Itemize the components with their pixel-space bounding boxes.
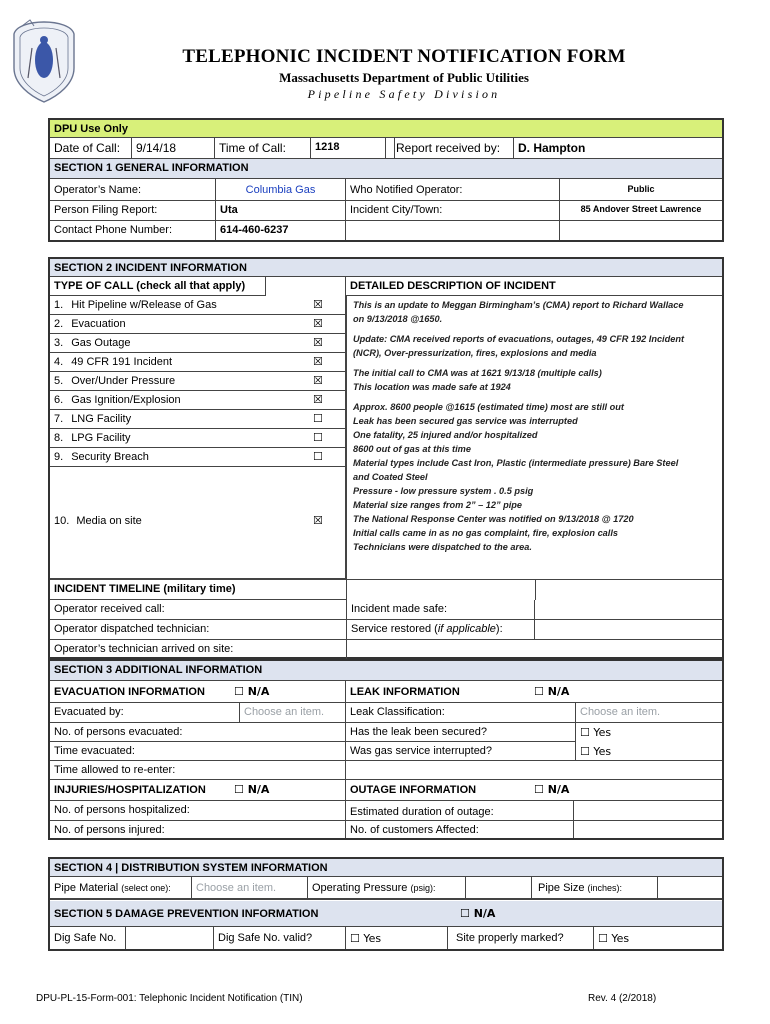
- type-checkbox[interactable]: ☐: [313, 431, 323, 444]
- description-line: Leak has been secured gas service was interrupted: [353, 416, 578, 426]
- description-line: (NCR), Over-pressurization, fires, explosions and media: [353, 348, 597, 358]
- agency-name: Massachusetts Department of Public Utilities: [279, 70, 529, 85]
- report-received-label: Report received by:: [392, 138, 514, 159]
- hospitalized-label: No. of persons hospitalized:: [50, 801, 346, 821]
- pipe-size-label: Pipe Size (inches):: [532, 877, 658, 899]
- description-line: Pressure - low pressure system . 0.5 psig: [353, 486, 534, 496]
- type-list-item: [50, 429, 346, 448]
- description-line: Material size ranges from 2” – 12” pipe: [353, 500, 523, 510]
- section1-heading: SECTION 1 GENERAL INFORMATION: [50, 159, 722, 179]
- description-line: Initial calls came in as no gas complaint, fire, explosion calls: [353, 528, 618, 538]
- service-restored-value[interactable]: [535, 620, 722, 640]
- revision-footer: Rev. 4 (2/2018): [588, 993, 657, 1004]
- leak-classification-select[interactable]: Choose an item.: [576, 703, 722, 723]
- digsafe-valid-yes-checkbox[interactable]: ☐ Yes: [346, 927, 448, 949]
- description-heading: DETAILED DESCRIPTION OF INCIDENT: [346, 277, 722, 296]
- digsafe-valid-label: Dig Safe No. valid?: [214, 927, 346, 949]
- description-line: One fatality, 25 injured and/or hospitalized: [353, 430, 538, 440]
- type-checkbox[interactable]: ☒: [313, 317, 323, 330]
- type-list-item: [50, 334, 346, 353]
- timeline-heading: INCIDENT TIMELINE (military time): [50, 580, 346, 600]
- type-number: 6.: [54, 394, 64, 406]
- pipe-size-value[interactable]: [658, 877, 722, 899]
- type-list-item: [50, 391, 346, 410]
- contact-blank-2: [560, 221, 722, 240]
- pipe-material-select[interactable]: Choose an item.: [192, 877, 308, 899]
- type-label: 49 CFR 191 Incident: [71, 356, 173, 368]
- section2-box: [48, 257, 724, 659]
- description-line: on 9/13/2018 @1650.: [353, 314, 443, 324]
- description-line: and Coated Steel: [353, 472, 428, 482]
- digsafe-no-label: Dig Safe No.: [50, 927, 126, 949]
- site-marked-yes-checkbox[interactable]: ☐ Yes: [598, 932, 630, 945]
- type-checkbox[interactable]: ☒: [313, 374, 323, 387]
- digsafe-no-value[interactable]: [126, 927, 214, 949]
- time-of-call-value[interactable]: 1218: [311, 138, 386, 159]
- description-line: 8600 out of gas at this time: [353, 444, 471, 454]
- evacuated-by-select[interactable]: Choose an item.: [240, 703, 346, 723]
- form-id-footer: DPU-PL-15-Form-001: Telephonic Incident Notification (TIN): [36, 993, 303, 1004]
- leak-classification-label: Leak Classification:: [346, 703, 576, 723]
- type-label: LNG Facility: [71, 413, 132, 425]
- leak-secured-label: Has the leak been secured?: [346, 723, 576, 742]
- evacuated-by-label: Evacuated by:: [50, 703, 240, 723]
- type-number: 8.: [54, 432, 64, 444]
- num-evacuated-label: No. of persons evacuated:: [50, 723, 346, 742]
- timeline-upper-divider: [535, 580, 536, 600]
- type-checkbox[interactable]: ☒: [313, 298, 323, 311]
- section5-top-rule: [50, 899, 722, 900]
- dispatched-label: Operator dispatched technician:: [50, 620, 346, 640]
- description-line: Approx. 8600 people @1615 (estimated time) most are still out: [353, 402, 624, 412]
- type-list-item: [50, 448, 346, 467]
- date-of-call-label: Date of Call:: [50, 138, 132, 159]
- reenter-blank: [346, 761, 722, 780]
- description-line: Update: CMA received reports of evacuations, outages, 49 CFR 192 Incident: [353, 334, 685, 344]
- operator-received-label: Operator received call:: [50, 600, 346, 620]
- type-label: Security Breach: [71, 451, 149, 463]
- outage-duration-label: Estimated duration of outage:: [346, 801, 574, 821]
- timeline-blank: [347, 640, 722, 659]
- who-notified-value[interactable]: Public: [560, 179, 722, 201]
- type-heading-spacer: [266, 277, 346, 296]
- form-title: TELEPHONIC INCIDENT NOTIFICATION FORM: [182, 46, 626, 67]
- description-line: Technicians were dispatched to the area.: [353, 542, 532, 552]
- customers-affected-value[interactable]: [574, 821, 722, 838]
- dpu-section1-box: [48, 118, 724, 242]
- incident-city-label: Incident City/Town:: [346, 201, 560, 221]
- media-checkbox[interactable]: ☒: [313, 514, 323, 527]
- type-number: 9.: [54, 451, 64, 463]
- operating-pressure-label: Operating Pressure (psig):: [308, 877, 466, 899]
- reenter-label: Time allowed to re-enter:: [50, 761, 346, 780]
- incident-safe-label: Incident made safe:: [347, 600, 535, 620]
- type-label: Hit Pipeline w/Release of Gas: [71, 299, 217, 311]
- section3-box: [48, 659, 724, 840]
- leak-secured-yes-checkbox[interactable]: ☐ Yes: [580, 726, 612, 739]
- damage-prevention-na-checkbox[interactable]: ☐ N/A: [460, 907, 496, 920]
- customers-affected-label: No. of customers Affected:: [346, 821, 574, 838]
- service-restored-label: Service restored (if applicable):: [347, 620, 535, 640]
- description-line: This location was made safe at 1924: [353, 382, 511, 392]
- pipe-material-label: Pipe Material (select one):: [50, 877, 192, 899]
- incident-city-value[interactable]: 85 Andover Street Lawrence: [560, 201, 722, 221]
- person-filing-label: Person Filing Report:: [50, 201, 216, 221]
- section4-heading: SECTION 4 | DISTRIBUTION SYSTEM INFORMATION: [50, 859, 722, 877]
- type-label: Evacuation: [71, 318, 126, 330]
- time-evacuated-label: Time evacuated:: [50, 742, 346, 761]
- section5-heading: SECTION 5 DAMAGE PREVENTION INFORMATION ☐ N/A: [50, 901, 722, 927]
- incident-description[interactable]: [347, 296, 721, 579]
- who-notified-label: Who Notified Operator:: [346, 179, 560, 201]
- contact-blank-1: [346, 221, 560, 240]
- operator-name-label: Operator’s Name:: [50, 179, 216, 201]
- evacuation-na-checkbox[interactable]: ☐ N/A: [234, 685, 270, 698]
- type-number: 5.: [54, 375, 64, 387]
- type-list-item: [50, 296, 346, 315]
- evacuation-heading: EVACUATION INFORMATION ☐ N/A: [50, 681, 346, 703]
- type-checkbox[interactable]: ☐: [313, 412, 323, 425]
- contact-phone-value[interactable]: 614-460-6237: [216, 221, 346, 240]
- operator-name-value[interactable]: Columbia Gas: [216, 179, 346, 201]
- injuries-na-checkbox[interactable]: ☐ N/A: [234, 783, 270, 796]
- type-list-item-media: [50, 467, 346, 579]
- type-checkbox[interactable]: ☒: [313, 393, 323, 406]
- person-filing-value[interactable]: Uta: [216, 201, 346, 221]
- type-number: 7.: [54, 413, 64, 425]
- type-number: 4.: [54, 356, 64, 368]
- dpu-use-heading: DPU Use Only: [50, 120, 722, 138]
- gas-interrupted-label: Was gas service interrupted?: [346, 742, 576, 761]
- injuries-heading: INJURIES/HOSPITALIZATION ☐ N/A: [50, 780, 346, 801]
- date-of-call-value[interactable]: 9/14/18: [132, 138, 215, 159]
- type-label: Media on site: [76, 515, 142, 527]
- section3-heading: SECTION 3 ADDITIONAL INFORMATION: [50, 661, 722, 681]
- outage-duration-value[interactable]: [574, 801, 722, 821]
- time-of-call-label: Time of Call:: [215, 138, 311, 159]
- outage-heading: OUTAGE INFORMATION ☐ N/A: [346, 780, 722, 801]
- description-line: This is an update to Meggan Birmingham’s (CMA) report to Richard Wallace: [353, 300, 684, 310]
- operating-pressure-value[interactable]: [466, 877, 532, 899]
- contact-phone-label: Contact Phone Number:: [50, 221, 216, 240]
- incident-safe-value[interactable]: [535, 600, 722, 620]
- division-name: Pipeline Safety Division: [307, 87, 501, 101]
- site-marked-label: Site properly marked?: [448, 927, 594, 949]
- outage-na-checkbox[interactable]: ☐ N/A: [534, 783, 570, 796]
- type-checkbox[interactable]: ☐: [313, 450, 323, 463]
- section2-heading: SECTION 2 INCIDENT INFORMATION: [50, 259, 722, 277]
- type-label: LPG Facility: [71, 432, 131, 444]
- injured-label: No. of persons injured:: [50, 821, 346, 838]
- gas-interrupted-yes-checkbox[interactable]: ☐ Yes: [576, 742, 722, 761]
- description-line: Material types include Cast Iron, Plastic (intermediate pressure) Bare Steel: [353, 458, 679, 468]
- type-list-item: [50, 353, 346, 372]
- arrived-label: Operator’s technician arrived on site:: [54, 643, 234, 655]
- type-label: Over/Under Pressure: [71, 375, 176, 387]
- report-received-value[interactable]: D. Hampton: [514, 138, 722, 159]
- type-number: 2.: [54, 318, 64, 330]
- type-label: Gas Ignition/Explosion: [71, 394, 181, 406]
- type-number: 1.: [54, 299, 64, 311]
- section4-5-box: [48, 857, 724, 951]
- description-line: The National Response Center was notified on 9/13/2018 @ 1720: [353, 514, 634, 524]
- description-line: The initial call to CMA was at 1621 9/13/18 (multiple calls): [353, 368, 602, 378]
- type-list-item: [50, 315, 346, 334]
- type-list-item: [50, 410, 346, 429]
- type-number: 3.: [54, 337, 64, 349]
- type-number: 10.: [54, 515, 70, 527]
- type-list-item: [50, 372, 346, 391]
- leak-heading: LEAK INFORMATION ☐ N/A: [346, 681, 722, 703]
- leak-na-checkbox[interactable]: ☐ N/A: [534, 685, 570, 698]
- type-checkbox[interactable]: ☒: [313, 336, 323, 349]
- type-label: Gas Outage: [71, 337, 131, 349]
- type-of-call-heading: TYPE OF CALL (check all that apply): [50, 277, 266, 296]
- type-checkbox[interactable]: ☒: [313, 355, 323, 368]
